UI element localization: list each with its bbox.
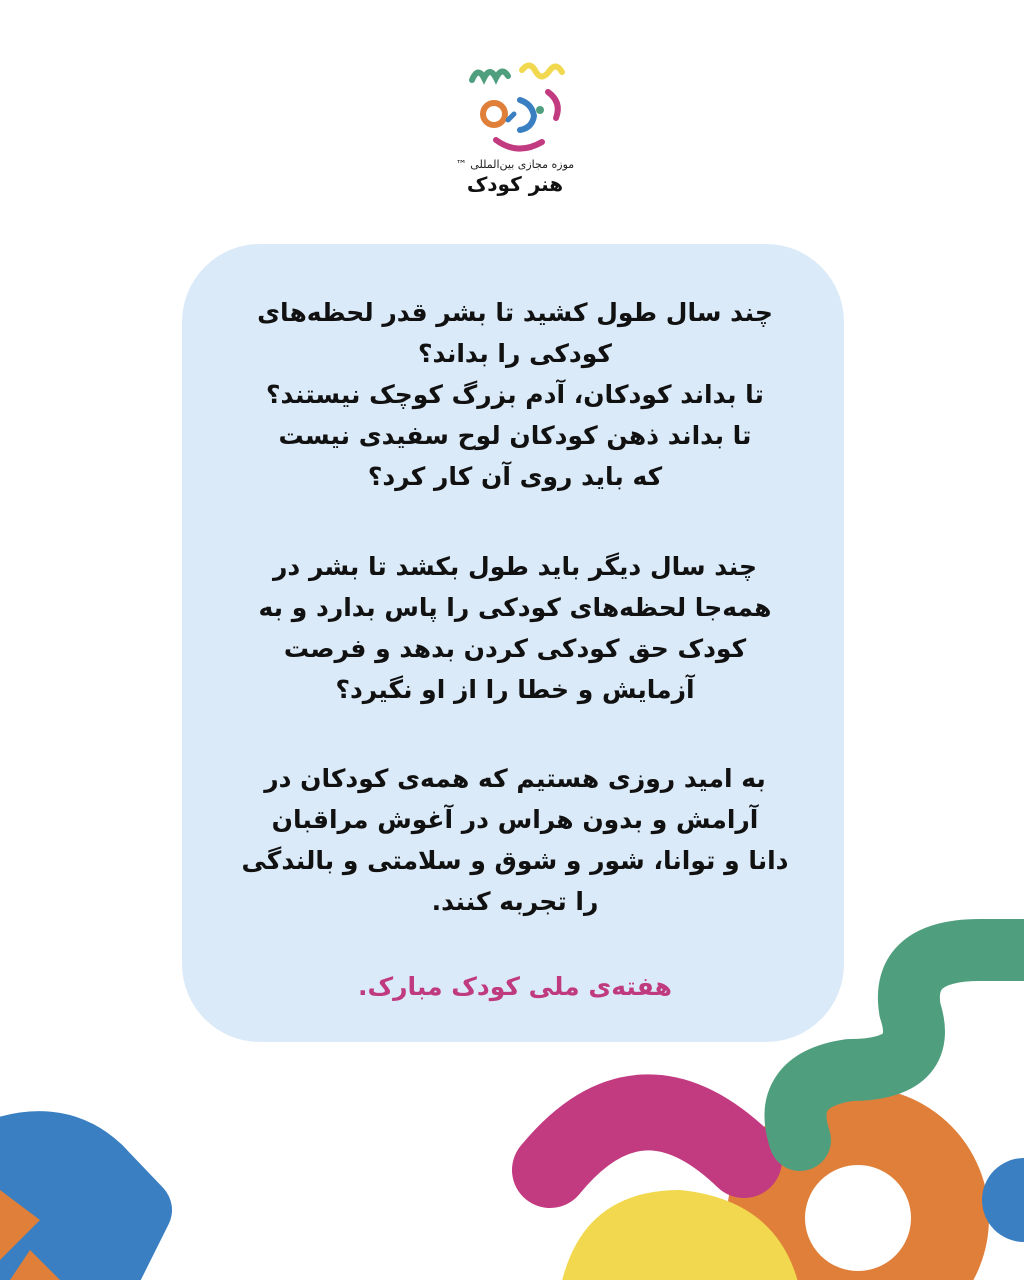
paragraph-line: تا بداند کودکان، آدم بزرگ کوچک نیستند؟ <box>266 380 764 409</box>
paragraph-line: آرامش و بدون هراس در آغوش مراقبان <box>271 805 759 834</box>
yellow-blob-shape <box>560 1190 800 1280</box>
paragraph-line: کودک حق کودکی کردن بدهد و فرصت <box>283 634 747 663</box>
blue-chevron-shape <box>0 1143 140 1280</box>
paragraph-line: آزمایش و خطا را از او نگیرد؟ <box>335 675 695 704</box>
paragraph-line: چند سال دیگر باید طول بکشد تا بشر در <box>273 552 757 581</box>
paragraph-line: کودکی را بداند؟ <box>418 339 612 368</box>
orange-wedge-shape <box>0 1190 40 1260</box>
paragraph-line: که باید روی آن کار کرد؟ <box>367 462 663 491</box>
paragraph-line: همه‌جا لحظه‌های کودکی را پاس بدارد و به <box>258 593 772 622</box>
closing-greeting: هفته‌ی ملی کودک مبارک. <box>358 972 672 1001</box>
blue-chevron-shape <box>0 1160 120 1280</box>
paragraph-line: را تجربه کنند. <box>431 887 599 916</box>
paragraph-2 <box>235 546 795 710</box>
paragraph-3 <box>235 758 795 922</box>
paragraph-line: به امید روزی هستیم که همه‌ی کودکان در <box>264 764 766 793</box>
paragraph-line: چند سال طول کشید تا بشر قدر لحظه‌های <box>257 298 773 327</box>
paragraph-line: تا بداند ذهن کودکان لوح سفیدی نیست <box>278 421 752 450</box>
logo-face-icon <box>462 58 574 162</box>
blue-half-circle-shape <box>982 1158 1024 1242</box>
pink-arc-shape <box>550 1112 744 1170</box>
paragraph-line: دانا و توانا، شور و شوق و سلامتی و بالندگی <box>241 846 789 875</box>
logo-subtitle: موزه مجازی بین‌المللی ™ <box>455 158 575 171</box>
logo-title: هنر کودک <box>466 172 564 196</box>
logo <box>0 0 1024 210</box>
paragraph-1 <box>235 292 795 497</box>
orange-ring-shape <box>766 1126 950 1280</box>
orange-wedge-shape <box>10 1250 60 1280</box>
